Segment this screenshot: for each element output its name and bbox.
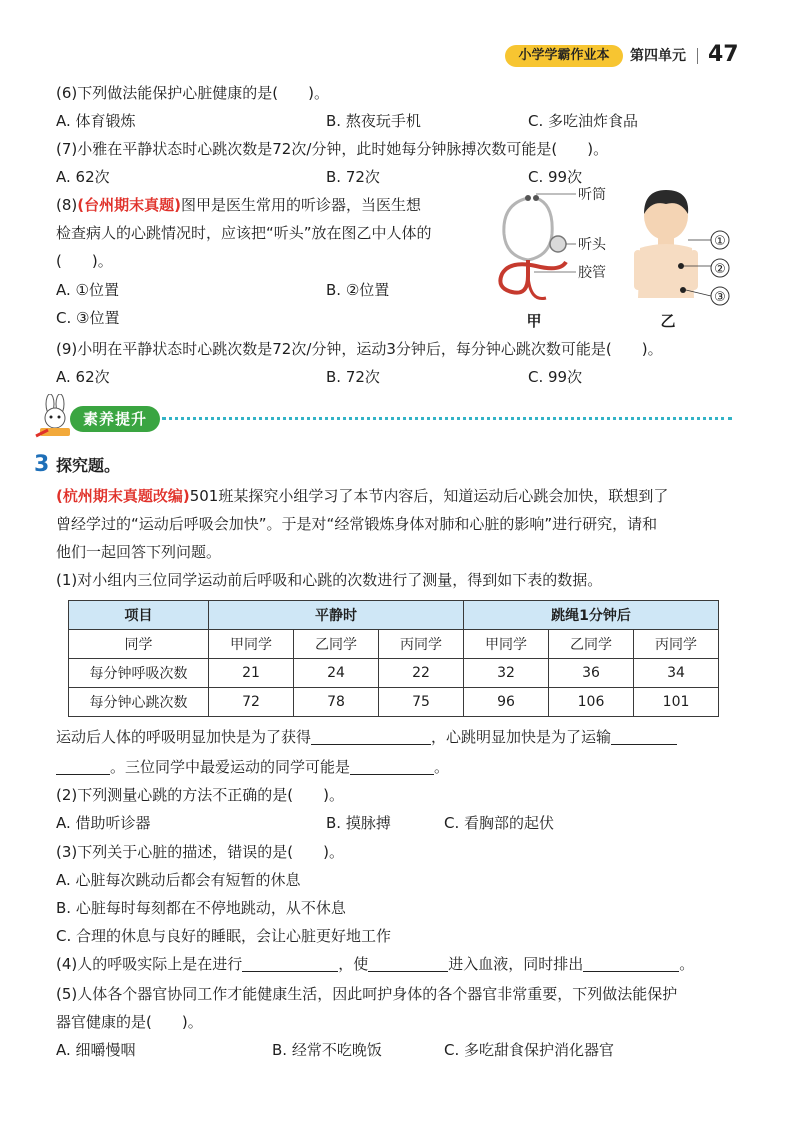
q7-stem: (7)小雅在平静状态时心跳次数是72次/分钟，此时她每分钟脉搏次数可能是( )。	[56, 140, 609, 158]
header-after-exercise: 跳绳1分钟后	[464, 601, 719, 630]
fill-text-b: ，心跳明显加快是为了运输	[431, 728, 612, 746]
sub4-text1: (4)人的呼吸实际上是在进行	[56, 955, 243, 973]
blank-student[interactable]	[350, 758, 434, 775]
label-tube: 胶管	[578, 265, 606, 281]
cell: 36	[549, 659, 634, 688]
cell: 每分钟心跳次数	[69, 688, 209, 717]
cell: 75	[379, 688, 464, 717]
q8-options-row1	[56, 279, 390, 301]
q9-option-b[interactable]: B. 72次	[326, 368, 380, 386]
q3-source-tag: (杭州期末真题改编)	[56, 487, 190, 505]
q3-sub5-line2: 器官健康的是( )。	[56, 1013, 203, 1031]
label-earpiece: 听筒	[578, 187, 606, 203]
caption-left: 甲	[526, 312, 542, 330]
cell: 34	[634, 659, 719, 688]
q3-title: 探究题。	[56, 456, 121, 475]
q8-line3: ( )。	[56, 252, 113, 270]
cell: 丙同学	[634, 630, 719, 659]
cell: 32	[464, 659, 549, 688]
q3-number: 3	[34, 452, 50, 477]
q3-intro3: 他们一起回答下列问题。	[56, 543, 222, 561]
blank-expel[interactable]	[583, 955, 679, 972]
position-marker-2: ②	[714, 262, 726, 277]
sub2-option-b[interactable]: B. 摸脉搏	[326, 814, 391, 832]
table-row	[69, 688, 719, 717]
table-row	[69, 659, 719, 688]
cell: 72	[209, 688, 294, 717]
q8-line1	[56, 194, 421, 216]
q9-option-a[interactable]: A. 62次	[56, 368, 110, 386]
blank-obtain[interactable]	[311, 728, 431, 745]
blank-into-blood[interactable]	[368, 955, 448, 972]
sub4-text3: 进入血液，同时排出	[448, 955, 584, 973]
q7-option-c[interactable]: C. 99次	[528, 168, 583, 186]
blank-gas-exchange[interactable]	[242, 955, 338, 972]
q3-sub4	[56, 953, 694, 975]
q3-sub1-fill-line1	[56, 726, 677, 748]
q6-option-c[interactable]: C. 多吃油炸食品	[528, 112, 639, 130]
q9-option-c[interactable]: C. 99次	[528, 368, 583, 386]
header-item: 项目	[69, 601, 209, 630]
q7-options	[56, 166, 583, 188]
label-chestpiece: 听头	[578, 237, 606, 253]
q8-figure	[488, 186, 748, 332]
section-divider	[162, 417, 732, 420]
q3-sub3-stem: (3)下列关于心脏的描述，错误的是( )。	[56, 843, 344, 861]
sub3-option-b[interactable]: B. 心脏每时每刻都在不停地跳动，从不休息	[56, 899, 346, 917]
page-number: 47	[708, 42, 739, 67]
sub5-option-b[interactable]: B. 经常不吃晚饭	[272, 1041, 382, 1059]
cell: 24	[294, 659, 379, 688]
blank-transport-2[interactable]	[56, 758, 110, 775]
cell: 丙同学	[379, 630, 464, 659]
sub4-text2: ，使	[338, 955, 369, 973]
sub2-option-c[interactable]: C. 看胸部的起伏	[444, 814, 555, 832]
q7-option-a[interactable]: A. 62次	[56, 168, 110, 186]
cell: 78	[294, 688, 379, 717]
sub3-option-a[interactable]: A. 心脏每次跳动后都会有短暂的休息	[56, 871, 301, 889]
position-marker-3: ③	[714, 290, 726, 305]
q6-stem: (6)下列做法能保护心脏健康的是( )。	[56, 84, 329, 102]
header-divider	[697, 48, 698, 64]
fill-text-c: 。三位同学中最爱运动的同学可能是	[110, 758, 351, 776]
q8-number: (8)	[56, 196, 78, 214]
sub5-option-a[interactable]: A. 细嚼慢咽	[56, 1041, 136, 1059]
data-table	[68, 600, 719, 717]
sub5-option-c[interactable]: C. 多吃甜食保护消化器官	[444, 1041, 615, 1059]
cell: 21	[209, 659, 294, 688]
sub4-text4: 。	[679, 955, 695, 973]
q8-option-a[interactable]: A. ①位置	[56, 281, 119, 299]
table-header-row	[69, 601, 719, 630]
section-title: 素养提升	[70, 406, 160, 432]
q3-intro1	[56, 485, 668, 507]
q3-sub2-stem: (2)下列测量心跳的方法不正确的是( )。	[56, 786, 344, 804]
cell: 甲同学	[464, 630, 549, 659]
cell: 22	[379, 659, 464, 688]
q8-line2: 检查病人的心跳情况时，应该把“听头”放在图乙中人体的	[56, 224, 432, 242]
header-rest: 平静时	[209, 601, 464, 630]
table-row	[69, 630, 719, 659]
cell: 乙同学	[549, 630, 634, 659]
cell: 101	[634, 688, 719, 717]
q3-sub2-options	[56, 812, 555, 834]
cell: 同学	[69, 630, 209, 659]
cell: 乙同学	[294, 630, 379, 659]
cell: 96	[464, 688, 549, 717]
q8-text1: 图甲是医生常用的听诊器，当医生想	[180, 196, 421, 214]
q3-intro2: 曾经学过的“运动后呼吸会加快”。于是对“经常锻炼身体对肺和心脏的影响”进行研究，请和	[56, 515, 658, 533]
q7-option-b[interactable]: B. 72次	[326, 168, 380, 186]
cell: 106	[549, 688, 634, 717]
q6-option-b[interactable]: B. 熬夜玩手机	[326, 112, 421, 130]
q3-intro-text1: 501班某探究小组学习了本节内容后，知道运动后心跳会加快，联想到了	[189, 487, 669, 505]
q6-options	[56, 110, 639, 132]
unit-label: 第四单元	[630, 48, 686, 64]
position-marker-1: ①	[714, 234, 726, 249]
q8-source-tag: (台州期末真题)	[77, 196, 181, 214]
fill-text-d: 。	[434, 758, 450, 776]
sub3-option-c[interactable]: C. 合理的休息与良好的睡眠，会让心脏更好地工作	[56, 927, 392, 945]
q9-options	[56, 366, 583, 388]
q8-option-c[interactable]: C. ③位置	[56, 309, 120, 327]
sub2-option-a[interactable]: A. 借助听诊器	[56, 814, 151, 832]
q3-sub1-fill-line2	[56, 756, 449, 778]
fill-text-a: 运动后人体的呼吸明显加快是为了获得	[56, 728, 312, 746]
caption-right: 乙	[660, 312, 676, 330]
q9-stem: (9)小明在平静状态时心跳次数是72次/分钟，运动3分钟后，每分钟心跳次数可能是( )。	[56, 340, 663, 358]
q6-option-a[interactable]: A. 体育锻炼	[56, 112, 136, 130]
q3-sub5-options	[56, 1039, 615, 1061]
book-title-badge: 小学学霸作业本	[505, 45, 623, 67]
q8-option-b[interactable]: B. ②位置	[326, 281, 390, 299]
q3-sub5-line1: (5)人体各个器官协同工作才能健康生活，因此呵护身体的各个器官非常重要，下列做法能保护	[56, 985, 678, 1003]
cell: 甲同学	[209, 630, 294, 659]
q3-sub1-stem: (1)对小组内三位同学运动前后呼吸和心跳的次数进行了测量，得到如下表的数据。	[56, 571, 603, 589]
q8-options-row2	[56, 307, 119, 329]
stethoscope-illustration	[500, 194, 576, 299]
blank-transport-1[interactable]	[611, 728, 677, 745]
cell: 每分钟呼吸次数	[69, 659, 209, 688]
